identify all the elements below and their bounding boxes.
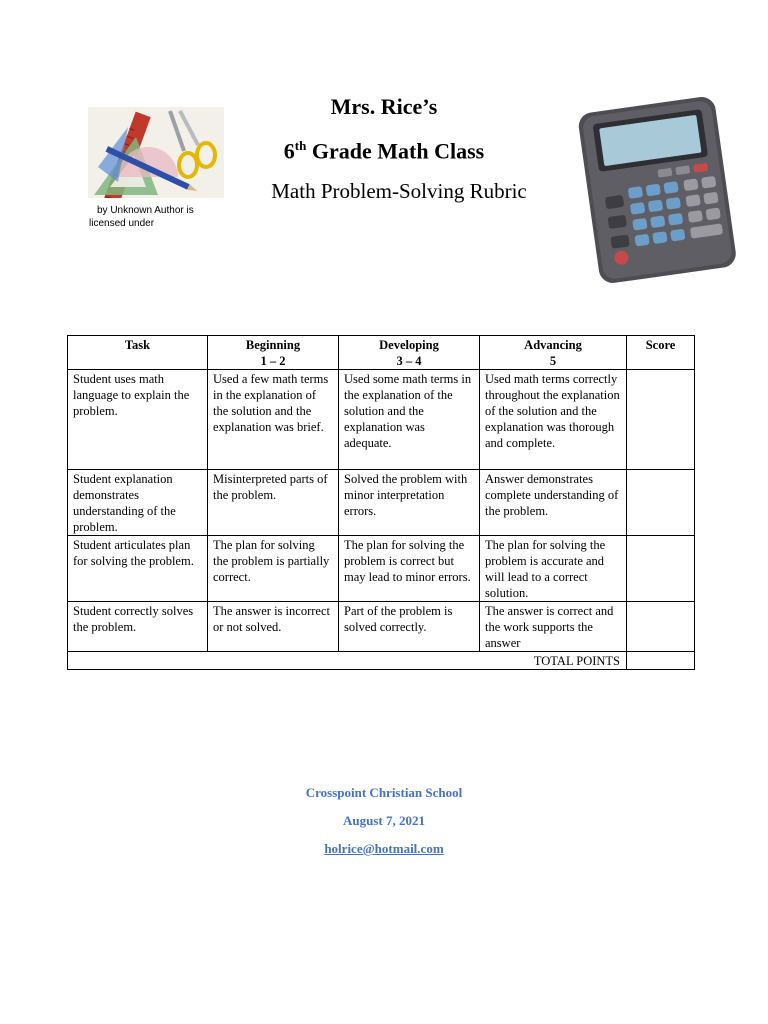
developing-cell: Part of the problem is solved correctly. <box>339 602 480 652</box>
table-header-row <box>68 336 695 370</box>
table-row <box>68 602 695 652</box>
header-beginning: Beginning 1 – 2 <box>208 336 339 370</box>
grade-number: 6 <box>283 138 295 164</box>
task-cell: Student explanation demonstrates understanding of the problem. <box>68 470 208 536</box>
table-row <box>68 536 695 602</box>
header-advancing: Advancing 5 <box>480 336 627 370</box>
class-title-rest: Grade Math Class <box>306 138 485 164</box>
calculator-clipart-icon <box>574 90 740 286</box>
total-row <box>68 652 695 670</box>
total-score-cell[interactable] <box>627 652 695 670</box>
header-task: Task <box>68 336 208 370</box>
advancing-cell: The plan for solving the problem is accurate and will lead to a correct solution. <box>480 536 627 602</box>
task-cell: Student correctly solves the problem. <box>68 602 208 652</box>
total-points-label: TOTAL POINTS <box>68 652 627 670</box>
document-date: August 7, 2021 <box>343 813 425 828</box>
developing-cell: The plan for solving the problem is correct but may lead to minor errors. <box>339 536 480 602</box>
developing-cell: Used some math terms in the explanation of the solution and the explanation was adequate. <box>339 370 480 470</box>
beginning-cell: Misinterpreted parts of the problem. <box>208 470 339 536</box>
school-name: Crosspoint Christian School <box>305 785 463 800</box>
beginning-cell: Used a few math terms in the explanation of the solution and the explanation was brief. <box>208 370 339 470</box>
beginning-cell: The plan for solving the problem is partially correct. <box>208 536 339 602</box>
task-cell: Student articulates plan for solving the problem. <box>68 536 208 602</box>
header-score: Score <box>627 336 695 370</box>
score-cell[interactable] <box>627 470 695 536</box>
score-cell[interactable] <box>627 370 695 470</box>
page-title: Mrs. Rice’s <box>330 94 438 119</box>
table-row <box>68 370 695 470</box>
score-cell[interactable] <box>627 536 695 602</box>
advancing-cell: Used math terms correctly throughout the explanation of the solution and the explanation was thorough and complete. <box>480 370 627 470</box>
rubric-subtitle: Math Problem-Solving Rubric <box>271 179 527 203</box>
rubric-table <box>67 335 695 670</box>
image-credit-line1: by Unknown Author is <box>97 205 194 216</box>
email-link[interactable]: holrice@hotmail.com <box>324 841 444 856</box>
developing-cell: Solved the problem with minor interpretation errors. <box>339 470 480 536</box>
beginning-cell: The answer is incorrect or not solved. <box>208 602 339 652</box>
task-cell: Student uses math language to explain the problem. <box>68 370 208 470</box>
image-credit-line2: licensed under <box>89 218 155 229</box>
image-credit <box>89 204 247 230</box>
school-supplies-clipart-icon <box>88 107 224 198</box>
score-cell[interactable] <box>627 602 695 652</box>
advancing-cell: Answer demonstrates complete understanding of the problem. <box>480 470 627 536</box>
table-row <box>68 470 695 536</box>
grade-suffix: th <box>294 138 307 153</box>
header-developing: Developing 3 – 4 <box>339 336 480 370</box>
advancing-cell: The answer is correct and the work supports the answer <box>480 602 627 652</box>
